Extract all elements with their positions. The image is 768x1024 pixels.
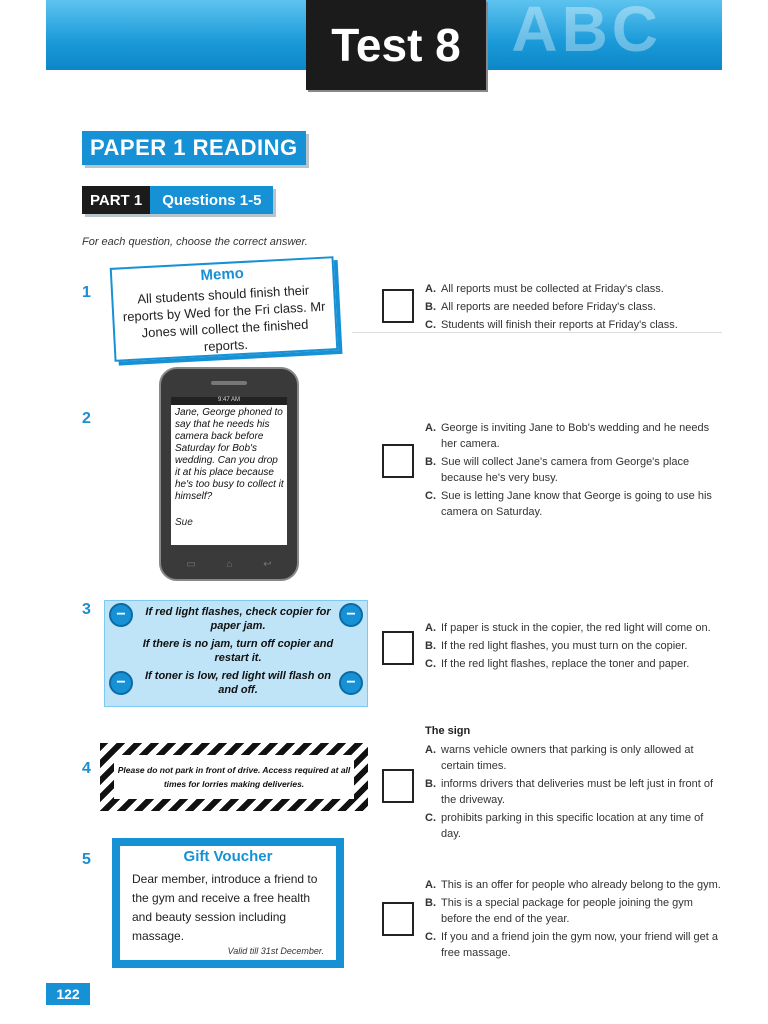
minus-icon: − bbox=[109, 671, 133, 695]
phone-status-time: 9:47 AM bbox=[171, 397, 287, 405]
phone-screen bbox=[171, 397, 287, 545]
paper-title: PAPER 1 READING bbox=[82, 131, 306, 165]
voucher-body: Dear member, introduce a friend to the gym and receive a free health and beauty session including massage. bbox=[132, 872, 318, 943]
phone-icons bbox=[171, 529, 287, 549]
option-b[interactable]: B. This is a special package for people joining the gym before the end of the year. bbox=[425, 897, 693, 925]
answer-box[interactable] bbox=[382, 769, 414, 803]
option-c[interactable]: C. If the red light flashes, replace the toner and paper. bbox=[425, 658, 690, 670]
options-list bbox=[425, 877, 725, 963]
options-list bbox=[425, 742, 725, 844]
question-number: 5 bbox=[82, 851, 91, 868]
copier-sign-text bbox=[135, 605, 341, 701]
option-c[interactable]: C. Students will finish their reports at Friday's class. bbox=[425, 319, 678, 331]
menu-icon: ▭ bbox=[186, 559, 196, 570]
memo-note bbox=[110, 256, 339, 362]
part-questions: Questions 1-5 bbox=[150, 186, 273, 214]
memo-body: All students should finish their reports by Wed for the Fri class. Mr Jones will collect the finished reports. bbox=[122, 282, 326, 355]
divider bbox=[352, 332, 722, 333]
sign-line: If red light flashes, check copier for paper jam. bbox=[145, 606, 331, 632]
option-b[interactable]: B. Sue will collect Jane's camera from George's place because he's very busy. bbox=[425, 456, 690, 484]
sign-line: If toner is low, red light will flash on and off. bbox=[145, 670, 331, 696]
question-number: 1 bbox=[82, 284, 91, 301]
option-a[interactable]: A. warns vehicle owners that parking is only allowed at certain times. bbox=[425, 744, 694, 772]
gift-voucher bbox=[112, 838, 344, 968]
option-c[interactable]: C. If you and a friend join the gym now, your friend will get a free massage. bbox=[425, 931, 718, 959]
voucher-valid: Valid till 31st December. bbox=[227, 946, 324, 956]
test-title: Test 8 bbox=[306, 0, 486, 90]
question-stem: The sign bbox=[425, 725, 471, 737]
options-list bbox=[425, 281, 725, 335]
page-number: 122 bbox=[46, 983, 90, 1005]
options-list bbox=[425, 620, 725, 674]
answer-box[interactable] bbox=[382, 289, 414, 323]
option-b[interactable]: B. If the red light flashes, you must turn on the copier. bbox=[425, 640, 688, 652]
option-a[interactable]: A. If paper is stuck in the copier, the red light will come on. bbox=[425, 622, 711, 634]
minus-icon: − bbox=[339, 671, 363, 695]
memo-title: Memo bbox=[200, 264, 245, 285]
option-b[interactable]: B. All reports are needed before Friday's class. bbox=[425, 301, 656, 313]
minus-icon: − bbox=[109, 603, 133, 627]
minus-icon: − bbox=[339, 603, 363, 627]
answer-box[interactable] bbox=[382, 902, 414, 936]
part-heading bbox=[82, 186, 273, 214]
phone-message-text: Jane, George phoned to say that he needs his camera back before Saturday for Bob's wedding. Can you drop it at his place because he's too busy to collect it himself? bbox=[175, 407, 284, 502]
option-a[interactable]: A. All reports must be collected at Friday's class. bbox=[425, 283, 664, 295]
answer-box[interactable] bbox=[382, 444, 414, 478]
sign-line: If there is no jam, turn off copier and restart it. bbox=[142, 638, 334, 664]
phone-signature: Sue bbox=[175, 517, 193, 528]
answer-box[interactable] bbox=[382, 631, 414, 665]
phone-message bbox=[159, 367, 299, 581]
voucher-title: Gift Voucher bbox=[183, 848, 273, 865]
parking-sign-text: Please do not park in front of drive. Access required at all times for lorries making deliveries. bbox=[114, 755, 354, 799]
copier-sign bbox=[104, 600, 368, 707]
question-number: 3 bbox=[82, 601, 91, 618]
back-icon: ↩ bbox=[263, 559, 272, 570]
phone-speaker bbox=[211, 381, 247, 385]
option-b[interactable]: B. informs drivers that deliveries must be left just in front of the driveway. bbox=[425, 778, 714, 806]
question-number: 2 bbox=[82, 410, 91, 427]
header-decoration: ABC bbox=[511, 0, 662, 65]
phone-icon: ☎ bbox=[179, 529, 197, 545]
globe-icon: ◉ bbox=[266, 529, 279, 545]
options-list bbox=[425, 420, 725, 522]
option-a[interactable]: A. George is inviting Jane to Bob's wedding and he needs her camera. bbox=[425, 422, 710, 450]
option-c[interactable]: C. prohibits parking in this specific location at any time of day. bbox=[425, 812, 704, 840]
mail-icon: ✉ bbox=[238, 529, 251, 545]
part-label: PART 1 bbox=[82, 186, 150, 214]
voucher-inner bbox=[120, 846, 336, 960]
option-a[interactable]: A. This is an offer for people who already belong to the gym. bbox=[425, 879, 721, 891]
home-icon: ⌂ bbox=[226, 559, 233, 570]
parking-sign bbox=[100, 743, 368, 811]
music-icon: ♫ bbox=[212, 529, 223, 545]
option-c[interactable]: C. Sue is letting Jane know that George is going to use his camera on Saturday. bbox=[425, 490, 712, 518]
phone-nav-bar bbox=[171, 559, 287, 571]
instruction: For each question, choose the correct answer. bbox=[82, 236, 308, 248]
question-number: 4 bbox=[82, 760, 91, 777]
